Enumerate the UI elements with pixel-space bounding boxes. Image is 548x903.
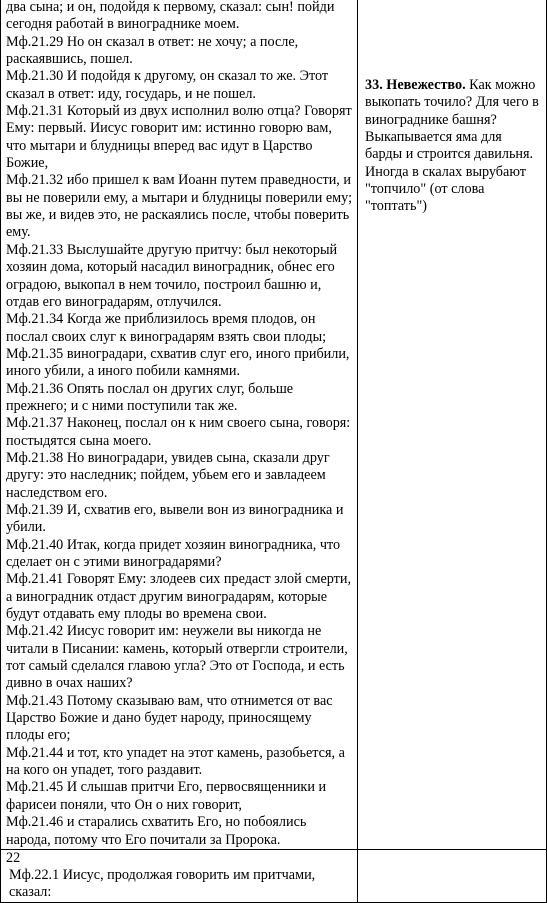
verse-text: Мф.21.34 Когда же приблизилось время плодов, он послал своих слуг к виноградарям взять свои плоды; <box>6 311 327 345</box>
verse-text: Мф.21.29 Но он сказал в ответ: не хочу; а после, раскаявшись, пошел. <box>6 33 299 68</box>
verse-text: Мф.21.36 Опять послал он других слуг, больше прежнего; и с ними поступили так же. <box>6 380 294 414</box>
verse-text: Мф.21.31 Который из двух исполнил волю отца? Говорят Ему: первый. Иисус говорит им: истинно говорю вам, что мытари и блудницы вперед вас идут в Царство Божие, <box>6 103 352 172</box>
verse-text: Мф.21.46 и старались схватить Его, но побоялись народа, потому что Его почитали за Пророка. <box>6 814 307 848</box>
verse-text: Мф.21.41 Говорят Ему: злодеев сих предаст злой смерти, а виноградник отдаст другим виноградарям, которые будут отдавать ему плоды во времена свои. <box>6 571 352 623</box>
commentary-note <box>365 77 540 216</box>
verse-text: Мф.21.44 и тот, кто упадет на этот камень, разобьется, а на кого он упадет, того раздавит. <box>6 744 345 779</box>
note-heading: 33. Невежество. <box>365 77 466 93</box>
commentary-cell-empty <box>358 849 547 902</box>
scripture-cell <box>1 0 358 849</box>
verse-text: Мф.21.35 виноградари, схватив слуг его, иного прибили, иного убили, а иного побили камнями. <box>6 345 350 380</box>
verse-text: Мф.21.39 И, схватив его, вывели вон из виноградника и убили. <box>6 501 344 536</box>
verse-text: Мф.21.40 Итак, когда придет хозяин виноградника, что сделает он с этими виноградарями? <box>6 536 341 570</box>
table-row <box>1 849 547 902</box>
verse-text: Мф.22.1 Иисус, продолжая говорить им притчами, сказал: <box>9 866 316 901</box>
verse-text: Мф.21.42 Иисус говорит им: неужели вы никогда не читали в Писании: камень, который отвергли строители, тот самый сделался главою угла? Это от Господа, и есть дивно в очах наших? <box>6 623 348 692</box>
verse-text: два сына; и он, подойдя к первому, сказал: сын! пойди сегодня работай в винограднике моем. <box>6 0 335 33</box>
scripture-cell <box>1 849 358 902</box>
note-body: Как можно выкопать точило? Для чего в винограднике башня? Выкапывается яма для барды и строится давильня. Иногда в скалах вырубают "топчило" (от слова "топтать") <box>365 77 539 215</box>
verse-text: Мф.21.33 Выслушайте другую притчу: был некоторый хозяин дома, который насадил виноградник, обнес его оградою, выкопал в нем точило, построил башню и, отдав его виноградарям, отлучился. <box>6 241 338 310</box>
verse-text: Мф.21.32 ибо пришел к вам Иоанн путем праведности, и вы не поверили ему, а мытари и блудницы поверили ему; вы же, и видев это, не раскаялись после, чтобы поверить ему. <box>6 172 353 241</box>
verse-text: Мф.21.30 И подойдя к другому, он сказал то же. Этот сказал в ответ: иду, государь, и не пошел. <box>6 68 329 102</box>
chapter-number: 22 <box>6 849 21 866</box>
verse-text: Мф.21.38 Но виноградари, увидев сына, сказали друг другу: это наследник; пойдем, убьем его и завладеем наследством его. <box>6 449 330 501</box>
table-row <box>1 0 547 849</box>
verse-text: Мф.21.37 Наконец, послал он к ним своего сына, говоря: постыдятся сына моего. <box>6 415 351 449</box>
verse-text: Мф.21.45 И слышав притчи Его, первосвященники и фарисеи поняли, что Он о них говорит, <box>6 779 327 813</box>
verse-text: Мф.21.43 Потому сказываю вам, что отнимется от вас Царство Божие и дано будет народу, приносящему плоды его; <box>6 692 333 744</box>
commentary-cell <box>358 0 547 849</box>
